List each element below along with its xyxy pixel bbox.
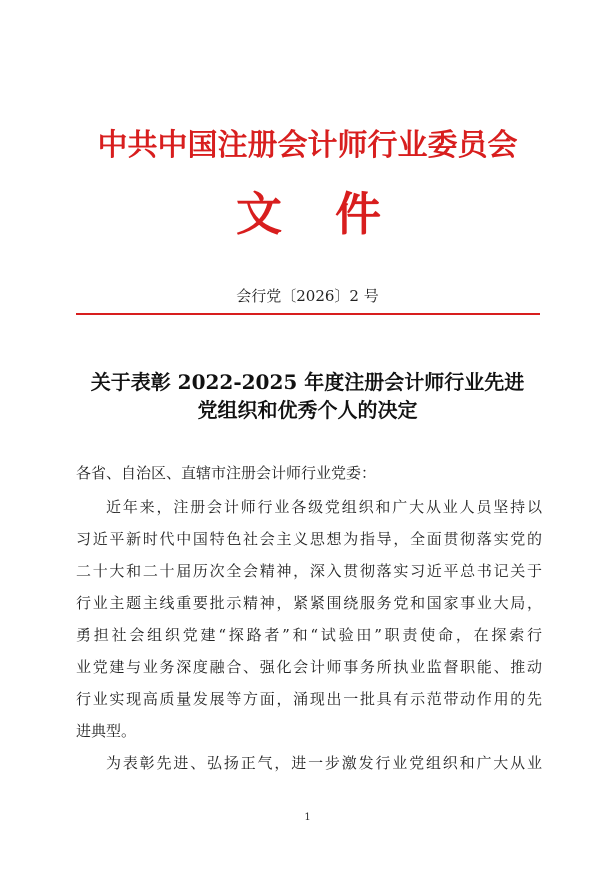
decision-title-line-2: 党组织和优秀个人的决定 bbox=[197, 398, 418, 422]
decision-title bbox=[0, 368, 615, 424]
decision-title-line-1: 关于表彰 2022-2025 年度注册会计师行业先进 bbox=[90, 370, 525, 394]
paragraph-1-line: 行业实现高质量发展等方面，涌现出一批具有示范带动作用的先 bbox=[76, 690, 542, 708]
red-divider-line bbox=[76, 313, 540, 315]
document-number: 会行党〔2026〕2 号 bbox=[236, 287, 379, 305]
document-heading-char-2: 件 bbox=[335, 187, 381, 241]
paragraph-1-line: 二十大和二十届历次全会精神，深入贯彻落实习近平总书记关于 bbox=[76, 562, 542, 580]
document-heading-char-1: 文 bbox=[236, 187, 282, 241]
recipients-salutation: 各省、自治区、直辖市注册会计师行业党委： bbox=[76, 464, 377, 482]
paragraph-1-line: 业党建与业务深度融合、强化会计师事务所执业监督职能、推动 bbox=[76, 658, 542, 676]
body-text bbox=[76, 496, 542, 784]
paragraph-2-line: 为表彰先进、弘扬正气，进一步激发行业党组织和广大从业 bbox=[106, 754, 542, 772]
paragraph-1-line: 进典型。 bbox=[76, 722, 137, 740]
paragraph-1-line: 近年来，注册会计师行业各级党组织和广大从业人员坚持以 bbox=[106, 498, 542, 516]
page-number: 1 bbox=[304, 812, 311, 823]
paragraph-1-line: 勇担社会组织党建“探路者”和“试验田”职责使命，在探索行 bbox=[76, 626, 542, 644]
paragraph-1-line: 习近平新时代中国特色社会主义思想为指导，全面贯彻落实党的 bbox=[76, 530, 542, 548]
issuing-organization-title: 中共中国注册会计师行业委员会 bbox=[97, 128, 518, 163]
paragraph-1-line: 行业主题主线重要批示精神，紧紧围绕服务党和国家事业大局， bbox=[76, 594, 542, 612]
